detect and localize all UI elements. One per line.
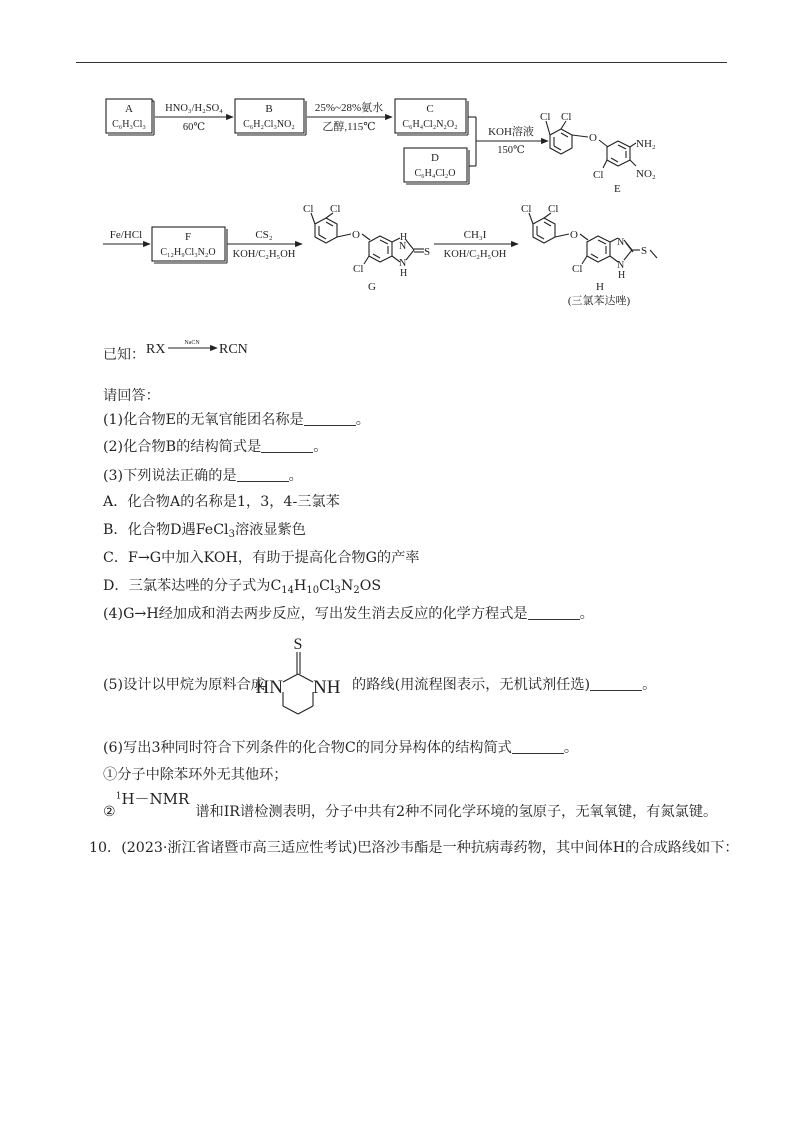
box-c-formula: C₆H₄Cl₂N₂O₂ — [402, 119, 458, 130]
arrow-koh-ethanol-2: KOH/C₂H₅OH — [443, 249, 507, 260]
structure-compound-e — [540, 111, 656, 195]
compound-h-name: (三氯苯达唑) — [567, 295, 631, 307]
g-atom-h-bottom: H — [400, 268, 408, 279]
arrow-cs2: CS₂ — [255, 229, 273, 241]
option-c: C．F→G中加入KOH，有助于提高化合物G的产率 — [103, 550, 420, 566]
arrow3-condition: 150℃ — [497, 145, 525, 156]
box-compound-b — [235, 99, 306, 135]
box-a-formula: C₆H₃Cl₃ — [112, 119, 146, 130]
e-group-nh2: NH₂ — [636, 138, 656, 150]
arrow2-condition: 乙醇,115℃ — [322, 121, 376, 133]
box-a-label: A — [125, 103, 133, 115]
box-compound-f — [152, 227, 227, 263]
h-atom-h: H — [618, 270, 626, 281]
g-atom-n-top: N — [399, 241, 407, 252]
g-atom-s: S — [424, 246, 431, 258]
e-atom-cl-3: Cl — [593, 169, 604, 181]
answer-blank-2[interactable] — [261, 438, 313, 453]
answer-blank-6[interactable] — [512, 739, 564, 754]
g-atom-cl-1: Cl — [303, 203, 314, 215]
arrow1-condition: 60℃ — [182, 122, 206, 133]
h-atom-n-bottom: N — [617, 260, 625, 271]
e-atom-o: O — [589, 132, 597, 144]
compound-e-label: E — [614, 183, 621, 195]
compound-h-label: H — [596, 281, 604, 293]
h-atom-cl-3: Cl — [572, 263, 583, 275]
arrow-koh-ethanol-1: KOH/C₂H₅OH — [232, 249, 296, 260]
box-c-label: C — [426, 103, 434, 115]
g-atom-cl-3: Cl — [353, 263, 364, 275]
g-atom-o: O — [352, 229, 360, 241]
answer-blank-4[interactable] — [528, 605, 580, 620]
condition-2: ②$^1$H－NMR谱和IR谱检测表明，分子中共有2种不同化学环境的氢原子，无氧氧键，有氮氯键。 — [103, 790, 718, 820]
question-3: (3)下列说法正确的是 。 — [103, 468, 303, 484]
h-atom-cl-2: Cl — [548, 203, 559, 215]
thiourea-group-hn: HN — [255, 677, 283, 698]
question-1: (1)化合物E的无氧官能团名称是 。 — [103, 412, 370, 428]
structure-compound-g — [303, 203, 430, 293]
answer-prompt: 请回答： — [103, 388, 160, 404]
known-reactant: RX — [146, 342, 166, 357]
answer-blank-3[interactable] — [237, 467, 289, 482]
question-5-pre: (5)设计以甲烷为原料合成 — [103, 677, 265, 693]
question-4: (4)G→H经加成和消去两步反应，写出发生消去反应的化学方程式是 。 — [103, 606, 594, 622]
question-6: (6)写出3种同时符合下列条件的化合物C的同分异构体的结构简式 。 — [103, 740, 579, 756]
arrow2-reagent: 25%~28%氨水 — [314, 102, 384, 114]
box-f-formula: C₁₂H₉Cl₃N₂O — [160, 247, 216, 258]
question-5-post: 的路线(用流程图表示，无机试剂任选) 。 — [352, 677, 657, 693]
e-atom-cl-1: Cl — [540, 111, 551, 123]
question-2: (2)化合物B的结构简式是 。 — [103, 439, 328, 455]
thiourea-group-nh: NH — [313, 677, 341, 698]
option-d: D．三氯苯达唑的分子式为$C_{14}H_{10}Cl_3N_2OS$ — [103, 578, 382, 596]
thiourea-atom-s: S — [293, 636, 303, 653]
structure-cyclic-thiourea — [256, 636, 341, 714]
g-atom-h-top: H — [400, 232, 408, 243]
compound-g-label: G — [368, 281, 376, 293]
arrow-fe-hcl: Fe/HCl — [109, 229, 143, 241]
condition-1: ①分子中除苯环外无其他环； — [103, 767, 288, 783]
arrow-ch3i: CH₃I — [463, 229, 487, 241]
question-10: 10．(2023·浙江省诸暨市高三适应性考试)巴洛沙韦酯是一种抗病毒药物，其中间体H的合成路线如下： — [89, 840, 739, 856]
h-atom-s: S — [641, 245, 648, 257]
known-product: RCN — [219, 342, 248, 357]
answer-blank-5[interactable] — [590, 676, 642, 691]
option-b: B．化合物D遇FeCl$_3$溶液显紫色 — [103, 522, 306, 540]
h-atom-n-top: N — [617, 237, 625, 248]
h-atom-cl-1: Cl — [521, 203, 532, 215]
box-compound-d — [404, 148, 469, 184]
known-reagent: NaCN — [184, 340, 200, 346]
box-d-formula: C₆H₄Cl₂O — [414, 168, 456, 179]
box-b-label: B — [265, 103, 273, 115]
e-group-no2: NO₂ — [636, 168, 656, 180]
g-atom-cl-2: Cl — [330, 203, 341, 215]
structure-compound-h — [521, 203, 657, 307]
option-a: A．化合物A的名称是1，3，4-三氯苯 — [103, 494, 340, 510]
box-compound-a — [106, 99, 154, 135]
arrow3-reagent: KOH溶液 — [488, 126, 534, 138]
h-atom-o: O — [570, 229, 578, 241]
e-atom-cl-2: Cl — [561, 111, 572, 123]
box-d-label: D — [431, 152, 439, 164]
box-b-formula: C₆H₂Cl₃NO₂ — [243, 119, 295, 130]
answer-blank-1[interactable] — [304, 411, 356, 426]
g-atom-n-bottom: N — [399, 258, 407, 269]
arrow1-reagent: HNO₃/H₂SO₄ — [165, 103, 223, 114]
box-compound-c — [395, 99, 468, 135]
known-prefix: 已知： — [103, 348, 145, 363]
box-f-label: F — [184, 231, 192, 243]
